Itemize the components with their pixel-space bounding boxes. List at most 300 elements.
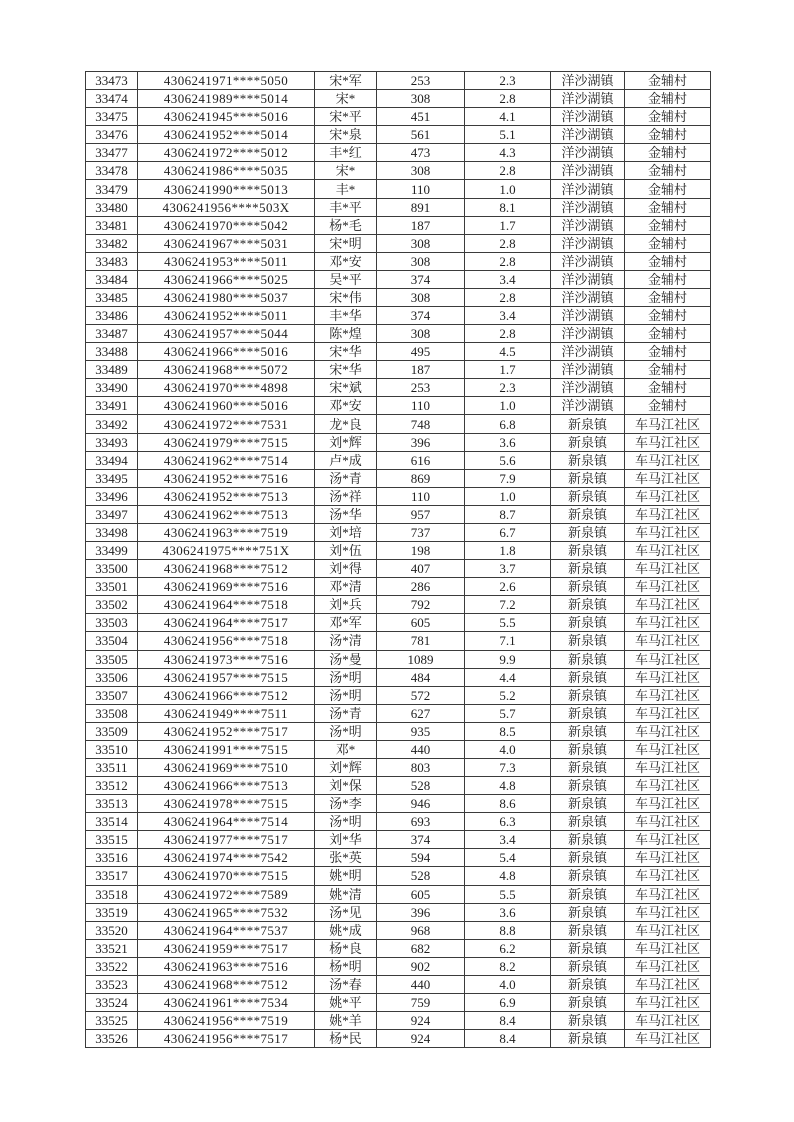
cell-village: 车马江社区 — [625, 704, 711, 722]
cell-seq-number: 33505 — [86, 650, 138, 668]
cell-village: 车马江社区 — [625, 993, 711, 1011]
table-row — [86, 957, 711, 975]
cell-town: 洋沙湖镇 — [551, 144, 625, 162]
cell-rate: 6.7 — [465, 523, 551, 541]
cell-seq-number: 33524 — [86, 993, 138, 1011]
cell-amount: 374 — [377, 831, 465, 849]
cell-seq-number: 33512 — [86, 777, 138, 795]
cell-seq-number: 33515 — [86, 831, 138, 849]
cell-id-number: 4306241966****7512 — [138, 686, 315, 704]
cell-village: 车马江社区 — [625, 849, 711, 867]
cell-town: 新泉镇 — [551, 1030, 625, 1048]
cell-masked-name: 汤*春 — [315, 975, 377, 993]
cell-masked-name: 宋*华 — [315, 361, 377, 379]
cell-id-number: 4306241989****5014 — [138, 90, 315, 108]
cell-town: 新泉镇 — [551, 722, 625, 740]
cell-id-number: 4306241978****7515 — [138, 795, 315, 813]
cell-id-number: 4306241962****7513 — [138, 505, 315, 523]
cell-village: 金辅村 — [625, 252, 711, 270]
cell-masked-name: 邓*军 — [315, 614, 377, 632]
cell-town: 洋沙湖镇 — [551, 126, 625, 144]
cell-seq-number: 33504 — [86, 632, 138, 650]
cell-id-number: 4306241956****7517 — [138, 1030, 315, 1048]
table-row — [86, 216, 711, 234]
cell-town: 洋沙湖镇 — [551, 397, 625, 415]
cell-id-number: 4306241963****7516 — [138, 957, 315, 975]
cell-rate: 3.4 — [465, 831, 551, 849]
cell-amount: 308 — [377, 252, 465, 270]
cell-town: 洋沙湖镇 — [551, 108, 625, 126]
cell-amount: 308 — [377, 162, 465, 180]
cell-town: 洋沙湖镇 — [551, 288, 625, 306]
table-row — [86, 885, 711, 903]
table-row — [86, 903, 711, 921]
cell-id-number: 4306241952****7516 — [138, 469, 315, 487]
cell-rate: 6.2 — [465, 939, 551, 957]
cell-rate: 2.8 — [465, 234, 551, 252]
cell-amount: 946 — [377, 795, 465, 813]
cell-amount: 572 — [377, 686, 465, 704]
table-row — [86, 632, 711, 650]
table-body — [86, 72, 711, 1048]
cell-masked-name: 宋*华 — [315, 343, 377, 361]
cell-amount: 110 — [377, 397, 465, 415]
table-row — [86, 975, 711, 993]
cell-id-number: 4306241949****7511 — [138, 704, 315, 722]
cell-town: 新泉镇 — [551, 795, 625, 813]
cell-seq-number: 33487 — [86, 325, 138, 343]
table-row — [86, 144, 711, 162]
table-row — [86, 523, 711, 541]
cell-village: 金辅村 — [625, 90, 711, 108]
table-row — [86, 343, 711, 361]
cell-village: 金辅村 — [625, 361, 711, 379]
cell-masked-name: 刘*得 — [315, 560, 377, 578]
cell-masked-name: 陈*煌 — [315, 325, 377, 343]
table-row — [86, 993, 711, 1011]
cell-amount: 187 — [377, 216, 465, 234]
table-row — [86, 234, 711, 252]
table-row — [86, 560, 711, 578]
cell-village: 车马江社区 — [625, 921, 711, 939]
cell-seq-number: 33501 — [86, 578, 138, 596]
cell-seq-number: 33477 — [86, 144, 138, 162]
cell-masked-name: 宋* — [315, 90, 377, 108]
cell-id-number: 4306241980****5037 — [138, 288, 315, 306]
cell-id-number: 4306241964****7518 — [138, 596, 315, 614]
cell-town: 洋沙湖镇 — [551, 270, 625, 288]
table-row — [86, 307, 711, 325]
cell-town: 洋沙湖镇 — [551, 234, 625, 252]
cell-id-number: 4306241968****7512 — [138, 560, 315, 578]
cell-village: 车马江社区 — [625, 903, 711, 921]
cell-masked-name: 宋*伟 — [315, 288, 377, 306]
table-row — [86, 542, 711, 560]
cell-rate: 2.8 — [465, 90, 551, 108]
cell-masked-name: 刘*兵 — [315, 596, 377, 614]
cell-village: 车马江社区 — [625, 795, 711, 813]
cell-village: 车马江社区 — [625, 1030, 711, 1048]
cell-town: 新泉镇 — [551, 740, 625, 758]
cell-id-number: 4306241977****7517 — [138, 831, 315, 849]
cell-town: 新泉镇 — [551, 813, 625, 831]
cell-seq-number: 33478 — [86, 162, 138, 180]
cell-amount: 605 — [377, 885, 465, 903]
cell-rate: 8.4 — [465, 1012, 551, 1030]
cell-id-number: 4306241974****7542 — [138, 849, 315, 867]
cell-id-number: 4306241969****7516 — [138, 578, 315, 596]
cell-village: 车马江社区 — [625, 975, 711, 993]
cell-masked-name: 丰*华 — [315, 307, 377, 325]
cell-village: 车马江社区 — [625, 560, 711, 578]
cell-rate: 5.6 — [465, 451, 551, 469]
cell-seq-number: 33491 — [86, 397, 138, 415]
cell-town: 新泉镇 — [551, 505, 625, 523]
table-row — [86, 90, 711, 108]
cell-masked-name: 杨*民 — [315, 1030, 377, 1048]
cell-rate: 3.6 — [465, 433, 551, 451]
cell-seq-number: 33518 — [86, 885, 138, 903]
cell-town: 新泉镇 — [551, 831, 625, 849]
cell-id-number: 4306241986****5035 — [138, 162, 315, 180]
table-row — [86, 578, 711, 596]
cell-amount: 110 — [377, 487, 465, 505]
cell-seq-number: 33497 — [86, 505, 138, 523]
table-row — [86, 831, 711, 849]
cell-amount: 1089 — [377, 650, 465, 668]
cell-masked-name: 宋*泉 — [315, 126, 377, 144]
cell-amount: 187 — [377, 361, 465, 379]
table-row — [86, 704, 711, 722]
cell-amount: 484 — [377, 668, 465, 686]
cell-id-number: 4306241972****7589 — [138, 885, 315, 903]
table-row — [86, 867, 711, 885]
cell-id-number: 4306241952****7513 — [138, 487, 315, 505]
cell-town: 新泉镇 — [551, 686, 625, 704]
cell-masked-name: 汤*祥 — [315, 487, 377, 505]
cell-seq-number: 33474 — [86, 90, 138, 108]
cell-id-number: 4306241964****7517 — [138, 614, 315, 632]
cell-masked-name: 刘*培 — [315, 523, 377, 541]
cell-rate: 4.0 — [465, 740, 551, 758]
cell-amount: 528 — [377, 777, 465, 795]
cell-rate: 8.5 — [465, 722, 551, 740]
cell-masked-name: 汤*青 — [315, 704, 377, 722]
cell-amount: 803 — [377, 758, 465, 776]
cell-amount: 693 — [377, 813, 465, 831]
table-row — [86, 469, 711, 487]
cell-seq-number: 33479 — [86, 180, 138, 198]
cell-village: 车马江社区 — [625, 650, 711, 668]
table-row — [86, 813, 711, 831]
cell-village: 车马江社区 — [625, 632, 711, 650]
cell-town: 新泉镇 — [551, 614, 625, 632]
cell-id-number: 4306241970****4898 — [138, 379, 315, 397]
cell-village: 金辅村 — [625, 288, 711, 306]
cell-rate: 6.8 — [465, 415, 551, 433]
table-row — [86, 740, 711, 758]
cell-id-number: 4306241970****5042 — [138, 216, 315, 234]
cell-seq-number: 33490 — [86, 379, 138, 397]
cell-rate: 8.7 — [465, 505, 551, 523]
cell-rate: 4.3 — [465, 144, 551, 162]
cell-seq-number: 33488 — [86, 343, 138, 361]
cell-rate: 5.5 — [465, 885, 551, 903]
cell-rate: 2.8 — [465, 162, 551, 180]
cell-village: 车马江社区 — [625, 686, 711, 704]
cell-masked-name: 宋*明 — [315, 234, 377, 252]
cell-masked-name: 宋*斌 — [315, 379, 377, 397]
cell-seq-number: 33473 — [86, 72, 138, 90]
cell-village: 车马江社区 — [625, 614, 711, 632]
table-row — [86, 777, 711, 795]
table-row — [86, 686, 711, 704]
cell-masked-name: 邓*安 — [315, 397, 377, 415]
table-row — [86, 180, 711, 198]
cell-rate: 7.9 — [465, 469, 551, 487]
cell-rate: 7.1 — [465, 632, 551, 650]
cell-village: 车马江社区 — [625, 831, 711, 849]
cell-town: 新泉镇 — [551, 578, 625, 596]
table-row — [86, 614, 711, 632]
cell-amount: 407 — [377, 560, 465, 578]
cell-masked-name: 汤*明 — [315, 722, 377, 740]
cell-rate: 5.7 — [465, 704, 551, 722]
cell-seq-number: 33481 — [86, 216, 138, 234]
roster-table — [85, 71, 711, 1048]
cell-village: 车马江社区 — [625, 451, 711, 469]
table-row — [86, 72, 711, 90]
cell-town: 新泉镇 — [551, 560, 625, 578]
cell-rate: 4.0 — [465, 975, 551, 993]
cell-rate: 4.1 — [465, 108, 551, 126]
cell-town: 新泉镇 — [551, 1012, 625, 1030]
table-row — [86, 505, 711, 523]
cell-village: 金辅村 — [625, 108, 711, 126]
cell-village: 金辅村 — [625, 72, 711, 90]
cell-town: 洋沙湖镇 — [551, 72, 625, 90]
cell-village: 车马江社区 — [625, 523, 711, 541]
cell-village: 金辅村 — [625, 307, 711, 325]
cell-town: 新泉镇 — [551, 777, 625, 795]
cell-amount: 253 — [377, 379, 465, 397]
cell-id-number: 4306241972****5012 — [138, 144, 315, 162]
cell-rate: 4.8 — [465, 867, 551, 885]
cell-seq-number: 33502 — [86, 596, 138, 614]
cell-village: 车马江社区 — [625, 433, 711, 451]
cell-amount: 473 — [377, 144, 465, 162]
cell-masked-name: 汤*明 — [315, 813, 377, 831]
cell-village: 金辅村 — [625, 343, 711, 361]
cell-masked-name: 邓*安 — [315, 252, 377, 270]
cell-village: 金辅村 — [625, 162, 711, 180]
cell-town: 新泉镇 — [551, 957, 625, 975]
table-row — [86, 722, 711, 740]
table-row — [86, 415, 711, 433]
cell-town: 新泉镇 — [551, 451, 625, 469]
cell-seq-number: 33494 — [86, 451, 138, 469]
table-row — [86, 1012, 711, 1030]
cell-id-number: 4306241973****7516 — [138, 650, 315, 668]
cell-masked-name: 汤*清 — [315, 632, 377, 650]
cell-rate: 8.6 — [465, 795, 551, 813]
cell-masked-name: 邓* — [315, 740, 377, 758]
cell-rate: 5.2 — [465, 686, 551, 704]
table-row — [86, 849, 711, 867]
cell-id-number: 4306241952****7517 — [138, 722, 315, 740]
cell-seq-number: 33513 — [86, 795, 138, 813]
cell-seq-number: 33526 — [86, 1030, 138, 1048]
cell-village: 金辅村 — [625, 180, 711, 198]
cell-amount: 561 — [377, 126, 465, 144]
cell-masked-name: 丰*平 — [315, 198, 377, 216]
cell-seq-number: 33506 — [86, 668, 138, 686]
cell-seq-number: 33523 — [86, 975, 138, 993]
cell-id-number: 4306241956****7519 — [138, 1012, 315, 1030]
cell-amount: 792 — [377, 596, 465, 614]
cell-amount: 308 — [377, 325, 465, 343]
cell-seq-number: 33475 — [86, 108, 138, 126]
cell-amount: 495 — [377, 343, 465, 361]
table-row — [86, 795, 711, 813]
cell-seq-number: 33486 — [86, 307, 138, 325]
cell-seq-number: 33496 — [86, 487, 138, 505]
cell-seq-number: 33483 — [86, 252, 138, 270]
cell-masked-name: 丰*红 — [315, 144, 377, 162]
cell-seq-number: 33476 — [86, 126, 138, 144]
cell-masked-name: 汤*明 — [315, 686, 377, 704]
cell-town: 新泉镇 — [551, 975, 625, 993]
cell-village: 金辅村 — [625, 126, 711, 144]
cell-village: 车马江社区 — [625, 542, 711, 560]
cell-seq-number: 33522 — [86, 957, 138, 975]
cell-seq-number: 33511 — [86, 758, 138, 776]
cell-village: 金辅村 — [625, 325, 711, 343]
cell-rate: 2.8 — [465, 288, 551, 306]
cell-amount: 528 — [377, 867, 465, 885]
cell-masked-name: 姚*清 — [315, 885, 377, 903]
cell-masked-name: 宋*军 — [315, 72, 377, 90]
table-row — [86, 126, 711, 144]
cell-id-number: 4306241968****5072 — [138, 361, 315, 379]
cell-amount: 396 — [377, 903, 465, 921]
cell-rate: 3.4 — [465, 270, 551, 288]
cell-id-number: 4306241966****5025 — [138, 270, 315, 288]
cell-amount: 968 — [377, 921, 465, 939]
cell-id-number: 4306241953****5011 — [138, 252, 315, 270]
cell-rate: 5.4 — [465, 849, 551, 867]
cell-seq-number: 33500 — [86, 560, 138, 578]
cell-village: 车马江社区 — [625, 740, 711, 758]
cell-amount: 308 — [377, 90, 465, 108]
table-row — [86, 325, 711, 343]
cell-masked-name: 汤*曼 — [315, 650, 377, 668]
cell-masked-name: 汤*华 — [315, 505, 377, 523]
cell-rate: 2.3 — [465, 379, 551, 397]
cell-masked-name: 刘*伍 — [315, 542, 377, 560]
table-row — [86, 361, 711, 379]
cell-town: 新泉镇 — [551, 632, 625, 650]
cell-seq-number: 33503 — [86, 614, 138, 632]
cell-masked-name: 姚*成 — [315, 921, 377, 939]
cell-seq-number: 33510 — [86, 740, 138, 758]
cell-village: 金辅村 — [625, 144, 711, 162]
cell-id-number: 4306241967****5031 — [138, 234, 315, 252]
cell-masked-name: 刘*辉 — [315, 433, 377, 451]
cell-amount: 594 — [377, 849, 465, 867]
cell-id-number: 4306241952****5011 — [138, 307, 315, 325]
table-row — [86, 379, 711, 397]
table-row — [86, 596, 711, 614]
cell-amount: 396 — [377, 433, 465, 451]
cell-masked-name: 宋* — [315, 162, 377, 180]
cell-town: 新泉镇 — [551, 903, 625, 921]
cell-rate: 1.8 — [465, 542, 551, 560]
cell-masked-name: 姚*平 — [315, 993, 377, 1011]
cell-id-number: 4306241991****7515 — [138, 740, 315, 758]
cell-town: 新泉镇 — [551, 849, 625, 867]
cell-seq-number: 33509 — [86, 722, 138, 740]
cell-id-number: 4306241970****7515 — [138, 867, 315, 885]
cell-id-number: 4306241969****7510 — [138, 758, 315, 776]
cell-id-number: 4306241959****7517 — [138, 939, 315, 957]
cell-id-number: 4306241952****5014 — [138, 126, 315, 144]
cell-seq-number: 33485 — [86, 288, 138, 306]
cell-masked-name: 卢*成 — [315, 451, 377, 469]
cell-amount: 308 — [377, 234, 465, 252]
cell-village: 车马江社区 — [625, 939, 711, 957]
cell-town: 新泉镇 — [551, 433, 625, 451]
cell-amount: 440 — [377, 740, 465, 758]
cell-amount: 616 — [377, 451, 465, 469]
cell-rate: 1.0 — [465, 180, 551, 198]
cell-town: 洋沙湖镇 — [551, 307, 625, 325]
cell-rate: 1.7 — [465, 216, 551, 234]
cell-town: 新泉镇 — [551, 758, 625, 776]
cell-masked-name: 邓*清 — [315, 578, 377, 596]
cell-id-number: 4306241957****7515 — [138, 668, 315, 686]
cell-seq-number: 33525 — [86, 1012, 138, 1030]
cell-seq-number: 33507 — [86, 686, 138, 704]
cell-town: 新泉镇 — [551, 596, 625, 614]
cell-id-number: 4306241964****7537 — [138, 921, 315, 939]
cell-village: 车马江社区 — [625, 777, 711, 795]
cell-id-number: 4306241972****7531 — [138, 415, 315, 433]
cell-masked-name: 姚*羊 — [315, 1012, 377, 1030]
cell-village: 车马江社区 — [625, 722, 711, 740]
cell-town: 洋沙湖镇 — [551, 325, 625, 343]
cell-amount: 748 — [377, 415, 465, 433]
cell-village: 金辅村 — [625, 379, 711, 397]
cell-town: 洋沙湖镇 — [551, 180, 625, 198]
cell-seq-number: 33520 — [86, 921, 138, 939]
cell-town: 新泉镇 — [551, 885, 625, 903]
cell-amount: 759 — [377, 993, 465, 1011]
cell-town: 新泉镇 — [551, 668, 625, 686]
cell-town: 新泉镇 — [551, 650, 625, 668]
cell-seq-number: 33493 — [86, 433, 138, 451]
cell-village: 车马江社区 — [625, 867, 711, 885]
cell-village: 车马江社区 — [625, 1012, 711, 1030]
cell-town: 新泉镇 — [551, 921, 625, 939]
cell-id-number: 4306241979****7515 — [138, 433, 315, 451]
table-row — [86, 252, 711, 270]
cell-masked-name: 张*英 — [315, 849, 377, 867]
cell-rate: 3.7 — [465, 560, 551, 578]
cell-rate: 2.6 — [465, 578, 551, 596]
cell-masked-name: 汤*青 — [315, 469, 377, 487]
cell-seq-number: 33519 — [86, 903, 138, 921]
